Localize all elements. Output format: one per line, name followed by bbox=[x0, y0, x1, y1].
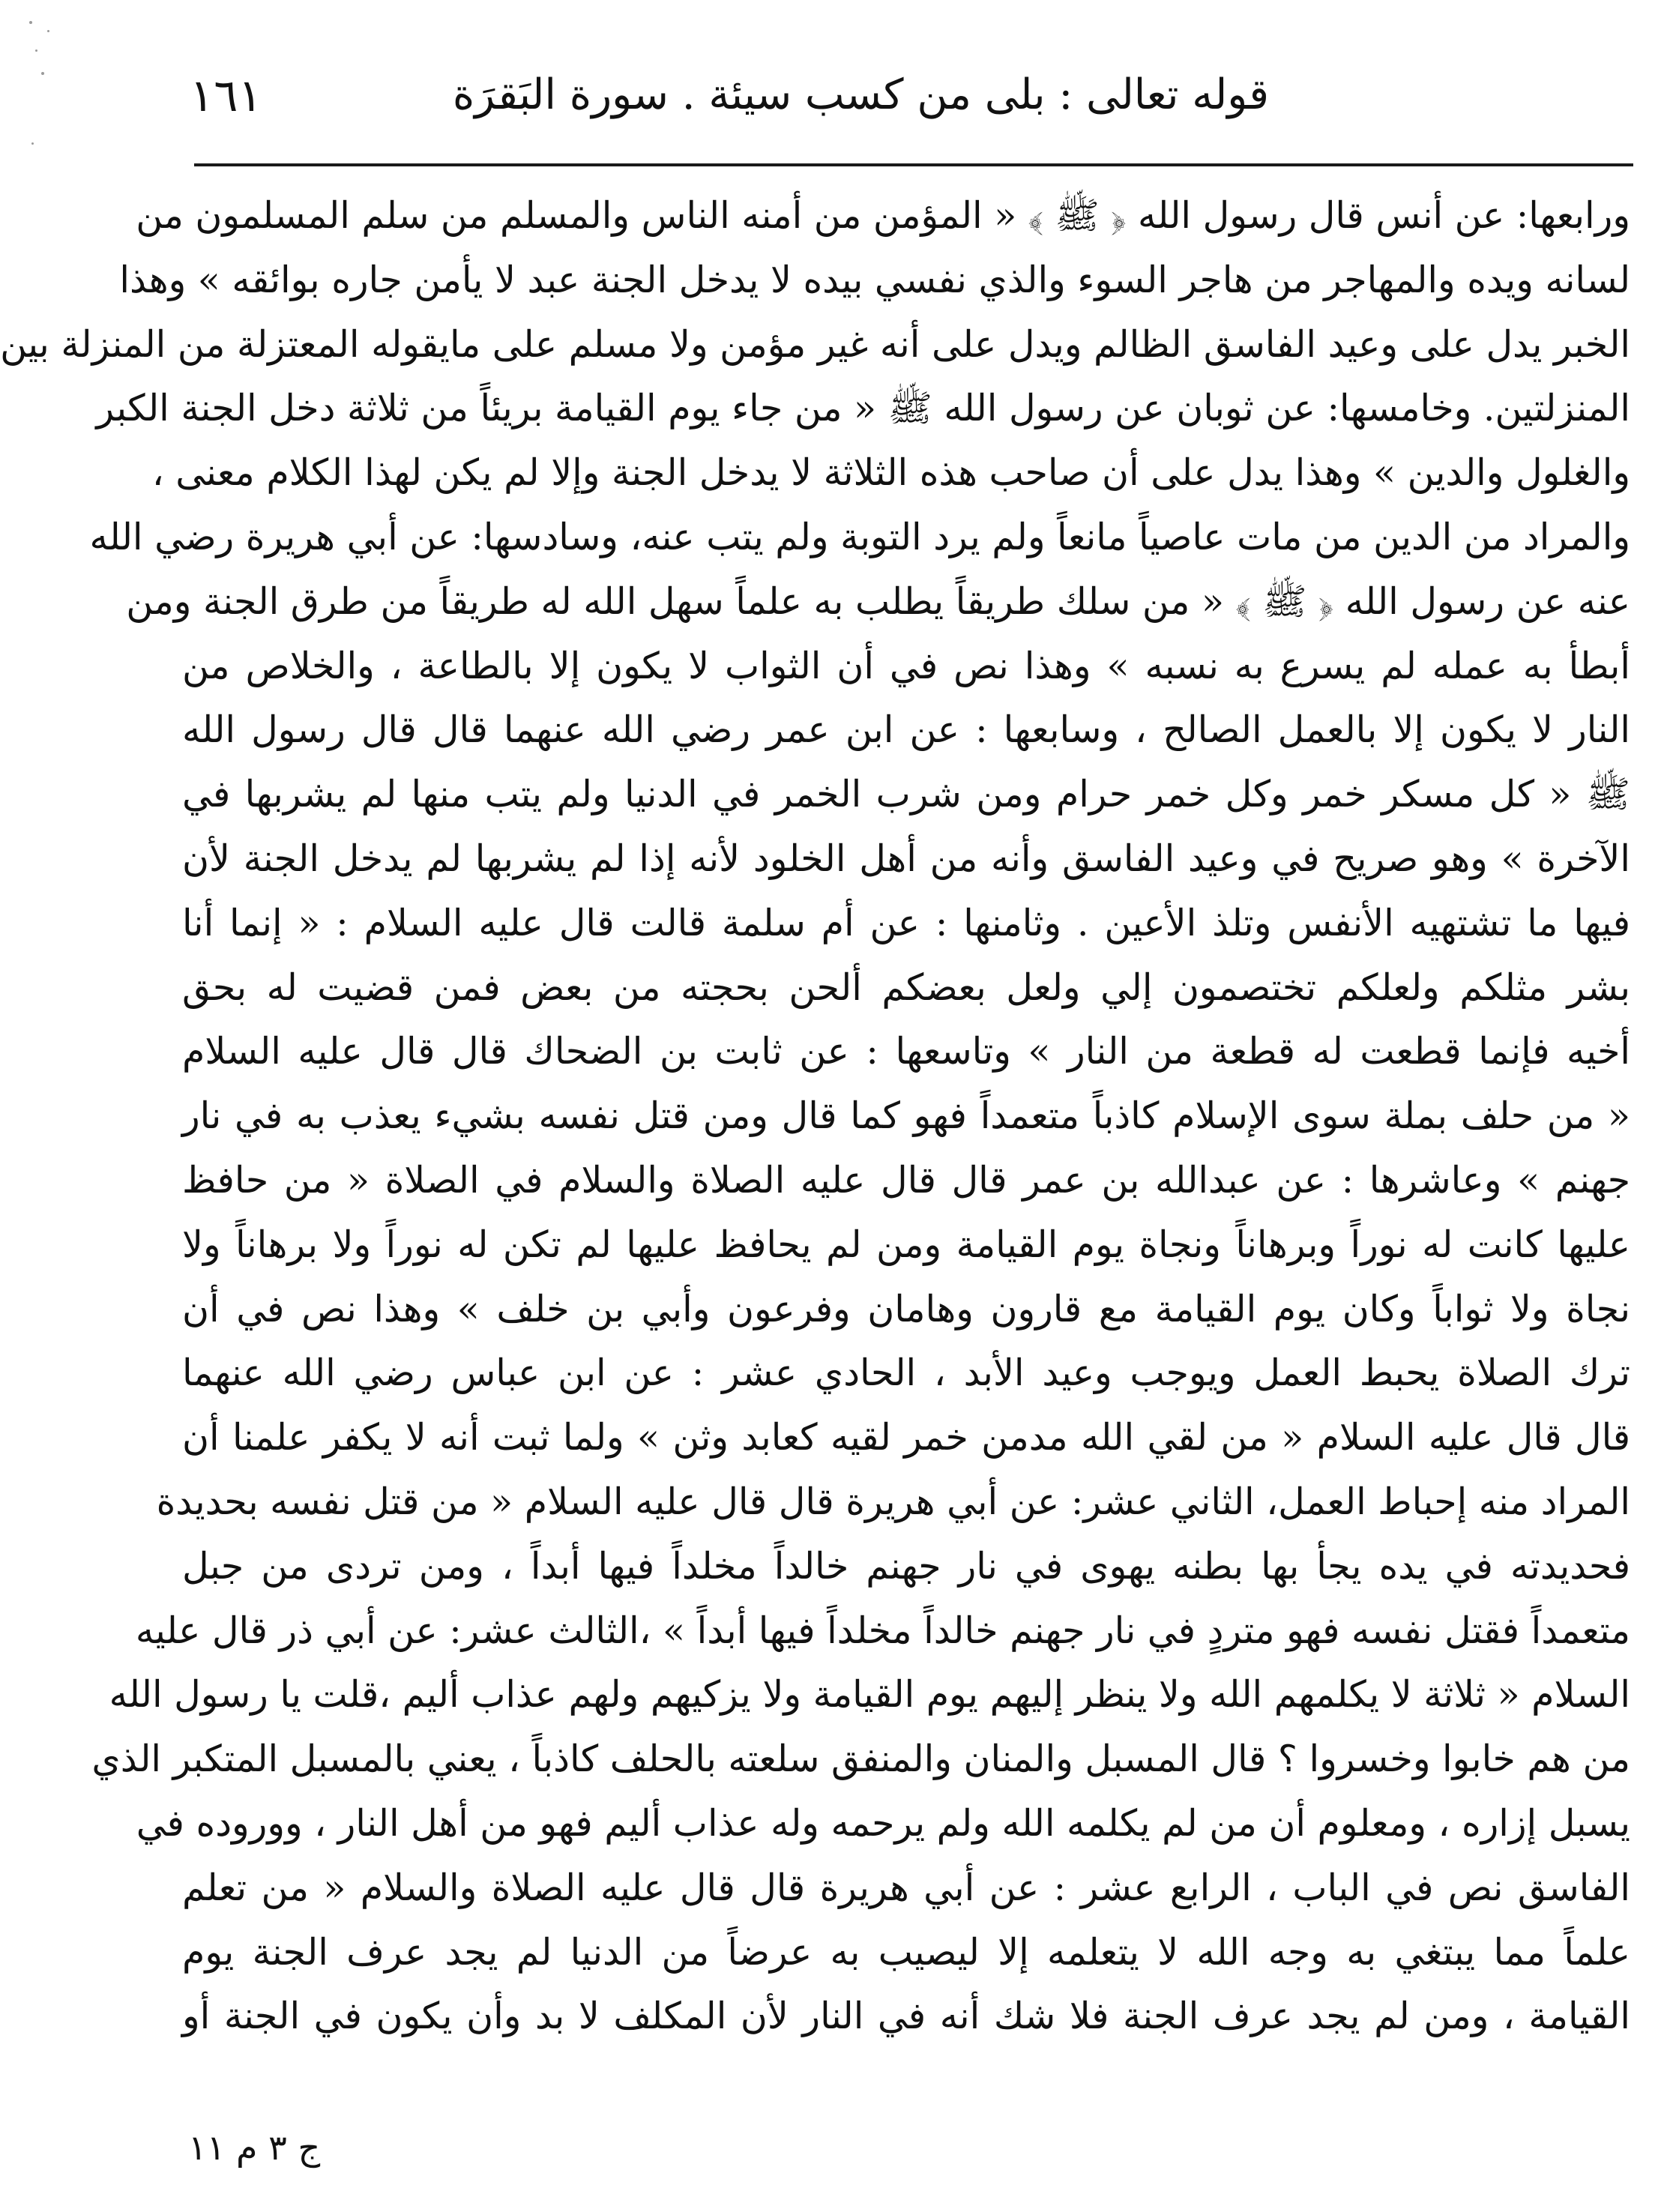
text-line: نجاة ولا ثواباً وكان يوم القيامة مع قارون وهامان وفرعون وأبي بن خلف » وهذا نص في أن bbox=[182, 1287, 1630, 1330]
running-head: قوله تعالى : بلى من كسب سيئة . سورة البَقرَة bbox=[452, 70, 1269, 119]
text-line: « من حلف بملة سوى الإسلام كاذباً متعمداً فهو كما قال ومن قتل نفسه بشيء يعذب به في نار bbox=[182, 1094, 1630, 1138]
text-line: ورابعها: عن أنس قال رسول الله ﴿ ﷺ ﴾ « المؤمن من أمنه الناس والمسلم من سلم المسلمون من bbox=[136, 194, 1630, 237]
text-line: أخيه فإنما قطعت له قطعة من النار » وتاسعها : عن ثابت بن الضحاك قال قال عليه السلام bbox=[182, 1030, 1630, 1073]
text-line: الخبر يدل على وعيد الفاسق الظالم ويدل على أنه غير مؤمن ولا مسلم على مايقوله المعتزلة من المنزلة بين bbox=[0, 322, 1630, 366]
text-line: لسانه ويده والمهاجر من هاجر السوء والذي نفسي بيده لا يدخل الجنة عبد لا يأمن جاره بوائقه » وهذا bbox=[119, 258, 1630, 301]
text-line: القيامة ، ومن لم يجد عرف الجنة فلا شك أنه في النار لأن المكلف لا بد وأن يكون في الجنة أو bbox=[182, 1995, 1630, 2038]
text-line: السلام « ثلاثة لا يكلمهم الله ولا ينظر إليهم يوم القيامة ولا يزكيهم ولهم عذاب أليم ،قلت يا رسول الله bbox=[109, 1673, 1630, 1717]
text-line: متعمداً فقتل نفسه فهو متردٍ في نار جهنم خالداً مخلداً فيها أبداً » ،الثالث عشر: عن أبي ذر قال عليه bbox=[135, 1609, 1630, 1652]
text-line: فحديدته في يده يجأ بها بطنه يهوى في نار جهنم خالداً مخلداً فيها أبداً ، ومن تردى من جبل bbox=[182, 1544, 1630, 1588]
text-line: قال قال عليه السلام « من لقي الله مدمن خمر لقيه كعابد وثن » ولما ثبت أنه لا يكفر علمنا أن bbox=[182, 1416, 1630, 1459]
scan-speck bbox=[35, 49, 37, 52]
text-line: والمراد من الدين من مات عاصياً مانعاً ولم يرد التوبة ولم يتب عنه، وسادسها: عن أبي هريرة رضي الله bbox=[89, 515, 1630, 558]
text-line: الآخرة » وهو صريح في وعيد الفاسق وأنه من أهل الخلود لأنه إذا لم يشربها لم يدخل الجنة لأن bbox=[182, 837, 1630, 880]
text-line: عليها كانت له نوراً وبرهاناً ونجاة يوم القيامة ومن لم يحافظ عليها لم تكن له نوراً ولا برهاناً ولا bbox=[182, 1223, 1630, 1266]
text-line: المنزلتين. وخامسها: عن ثوبان عن رسول الله ﷺ « من جاء يوم القيامة بريئاً من ثلاثة دخل الجنة الكبر bbox=[96, 387, 1630, 430]
scan-speck bbox=[31, 142, 34, 145]
signature-mark: ج ٣ م ١١ bbox=[188, 2127, 321, 2168]
text-line: جهنم » وعاشرها : عن عبدالله بن عمر قال قال عليه الصلاة والسلام في الصلاة « من حافظ bbox=[182, 1158, 1630, 1202]
scan-speck bbox=[47, 30, 49, 32]
text-line: فيها ما تشتهيه الأنفس وتلذ الأعين . وثامنها : عن أم سلمة قالت قال عليه السلام : « إنما أنا bbox=[182, 901, 1630, 944]
text-line: الفاسق نص في الباب ، الرابع عشر : عن أبي هريرة قال قال عليه الصلاة والسلام « من تعلم bbox=[182, 1866, 1630, 1909]
scan-speck bbox=[41, 72, 44, 75]
text-line: أبطأ به عمله لم يسرع به نسبه » وهذا نص في أن الثواب لا يكون إلا بالطاعة ، والخلاص من bbox=[182, 644, 1630, 687]
text-line: والغلول والدين » وهذا يدل على أن صاحب هذه الثلاثة لا يدخل الجنة وإلا لم يكن لهذا الكلام معنى ، bbox=[151, 451, 1630, 495]
text-line: يسبل إزاره ، ومعلوم أن من لم يكلمه الله ولم يرحمه وله عذاب أليم فهو من أهل النار ، ووروده في bbox=[136, 1801, 1630, 1845]
page-number: ١٦١ bbox=[190, 70, 262, 122]
header-rule bbox=[194, 163, 1633, 166]
page-header bbox=[175, 52, 1659, 135]
text-line: بشر مثلكم ولعلكم تختصمون إلي ولعل بعضكم ألحن بحجته من بعض فمن قضيت له بحق bbox=[182, 965, 1630, 1009]
text-line: المراد منه إحباط العمل، الثاني عشر: عن أبي هريرة قال قال عليه السلام « من قتل نفسه بحديدة bbox=[156, 1480, 1630, 1523]
text-line: عنه عن رسول الله ﴿ ﷺ ﴾ « من سلك طريقاً يطلب به علماً سهل الله له طريقاً من طرق الجنة ومن bbox=[126, 579, 1630, 623]
main-text bbox=[0, 184, 1630, 2049]
text-line: النار لا يكون إلا بالعمل الصالح ، وسابعها : عن ابن عمر رضي الله عنهما قال قال رسول الله bbox=[182, 708, 1630, 752]
scan-speck bbox=[29, 21, 32, 24]
text-line: من هم خابوا وخسروا ؟ قال المسبل والمنان والمنفق سلعته بالحلف كاذباً ، يعني بالمسبل المتكبر الذي bbox=[91, 1738, 1630, 1781]
text-line: ترك الصلاة يحبط العمل ويوجب وعيد الأبد ، الحادي عشر : عن ابن عباس رضي الله عنهما bbox=[182, 1351, 1630, 1395]
text-line: علماً مما يبتغي به وجه الله لا يتعلمه إلا ليصيب به عرضاً من الدنيا لم يجد عرف الجنة يوم bbox=[182, 1930, 1630, 1974]
text-line: ﷺ « كل مسكر خمر وكل خمر حرام ومن شرب الخمر في الدنيا ولم يتب منها لم يشربها في bbox=[182, 773, 1630, 816]
